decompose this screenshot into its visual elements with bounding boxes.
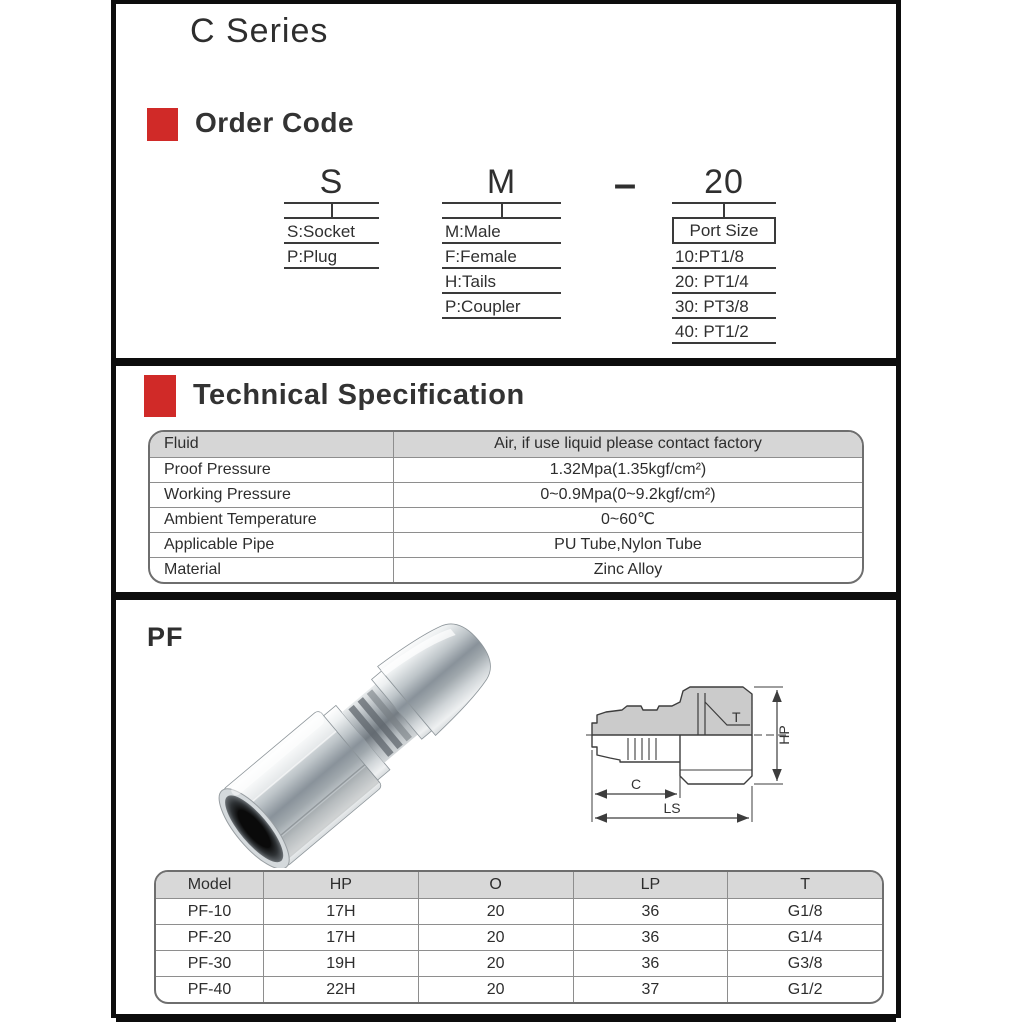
- table-header-row: [156, 872, 882, 898]
- red-square-marker: [144, 375, 176, 417]
- section-product-pf: [116, 600, 896, 1014]
- option-item: P:Plug: [284, 244, 379, 269]
- spec-value: 0~0.9Mpa(0~9.2kgf/cm²): [540, 486, 716, 503]
- section-technical-specification: [116, 366, 896, 592]
- table-cell: PF-20: [187, 929, 232, 946]
- option-item: 10:PT1/8: [672, 244, 776, 269]
- table-row: [156, 976, 882, 1002]
- table-cell: 19H: [263, 951, 418, 976]
- page-title: C Series: [190, 12, 329, 50]
- column-header: T: [727, 872, 882, 898]
- product-model-label: PF: [147, 622, 184, 652]
- dim-label-hp: HP: [776, 725, 792, 745]
- dim-label-c: C: [630, 776, 642, 792]
- table-cell: G1/4: [727, 925, 882, 950]
- option-item: 30: PT3/8: [672, 294, 776, 319]
- table-cell: 22H: [263, 977, 418, 1002]
- red-square-marker: [147, 108, 178, 141]
- bottom-frame-bar: [116, 1014, 896, 1022]
- spec-value: Air, if use liquid please contact factory: [494, 435, 762, 452]
- spec-label: Material: [150, 558, 394, 582]
- spec-row: [150, 432, 862, 457]
- catalog-page: [111, 0, 901, 1018]
- spec-label: Applicable Pipe: [150, 533, 394, 557]
- table-row: [156, 950, 882, 976]
- coupler-body-group: [208, 602, 511, 868]
- section-divider: [116, 358, 896, 366]
- table-cell: PF-10: [187, 903, 232, 920]
- order-code-separator: –: [613, 162, 637, 206]
- table-cell: PF-30: [187, 955, 232, 972]
- order-code-letter: S: [284, 162, 379, 204]
- spec-row: [150, 557, 862, 582]
- order-code-group-socket: [284, 162, 379, 269]
- spec-row: [150, 457, 862, 482]
- table-cell: 36: [573, 951, 728, 976]
- option-list: [672, 244, 776, 344]
- order-code-heading: Order Code: [195, 107, 355, 138]
- option-item: 40: PT1/2: [672, 319, 776, 344]
- model-table: [154, 870, 884, 1004]
- option-list: [442, 217, 561, 319]
- option-item: S:Socket: [284, 219, 379, 244]
- option-item: H:Tails: [442, 269, 561, 294]
- spec-value: PU Tube,Nylon Tube: [554, 536, 702, 553]
- dim-label-t: T: [732, 709, 741, 725]
- spec-row: [150, 532, 862, 557]
- table-cell: 20: [418, 899, 573, 924]
- option-item: P:Coupler: [442, 294, 561, 319]
- spec-table: [148, 430, 864, 584]
- connector-tick: [501, 204, 503, 217]
- table-cell: 36: [573, 925, 728, 950]
- spec-value: 1.32Mpa(1.35kgf/cm²): [549, 461, 707, 478]
- table-cell: PF-40: [187, 981, 232, 998]
- column-header: HP: [263, 872, 418, 898]
- spec-row: [150, 482, 862, 507]
- table-cell: 37: [573, 977, 728, 1002]
- table-cell: 20: [418, 977, 573, 1002]
- dim-label-ls: LS: [663, 800, 681, 816]
- spec-label: Proof Pressure: [150, 458, 394, 482]
- table-row: [156, 898, 882, 924]
- option-item: F:Female: [442, 244, 561, 269]
- connector-tick: [331, 204, 333, 217]
- table-cell: 17H: [263, 899, 418, 924]
- option-list: [284, 217, 379, 269]
- spec-label: Fluid: [150, 432, 394, 457]
- spec-row: [150, 507, 862, 532]
- table-row: [156, 924, 882, 950]
- order-code-group-type: [442, 162, 561, 319]
- table-cell: 20: [418, 925, 573, 950]
- table-cell: G1/2: [727, 977, 882, 1002]
- spec-label: Ambient Temperature: [150, 508, 394, 532]
- order-code-group-port-size: [672, 162, 776, 344]
- section-series-order-code: [116, 4, 896, 358]
- option-item: M:Male: [442, 219, 561, 244]
- section-divider: [116, 592, 896, 600]
- table-cell: 20: [418, 951, 573, 976]
- table-cell: 36: [573, 899, 728, 924]
- table-cell: G3/8: [727, 951, 882, 976]
- order-code-number: 20: [672, 162, 776, 204]
- port-size-box: Port Size: [672, 217, 776, 244]
- table-cell: 17H: [263, 925, 418, 950]
- column-header: Model: [187, 876, 232, 893]
- option-item: 20: PT1/4: [672, 269, 776, 294]
- connector-tick: [723, 204, 725, 217]
- order-code-letter: M: [442, 162, 561, 204]
- section-profile: [592, 687, 752, 735]
- spec-label: Working Pressure: [150, 483, 394, 507]
- product-photo: [201, 602, 531, 868]
- spec-value: Zinc Alloy: [593, 561, 663, 578]
- column-header: LP: [573, 872, 728, 898]
- spec-value: 0~60℃: [600, 511, 655, 528]
- table-cell: G1/8: [727, 899, 882, 924]
- dimension-drawing: [584, 680, 799, 832]
- tech-spec-heading: Technical Specification: [193, 379, 525, 411]
- column-header: O: [418, 872, 573, 898]
